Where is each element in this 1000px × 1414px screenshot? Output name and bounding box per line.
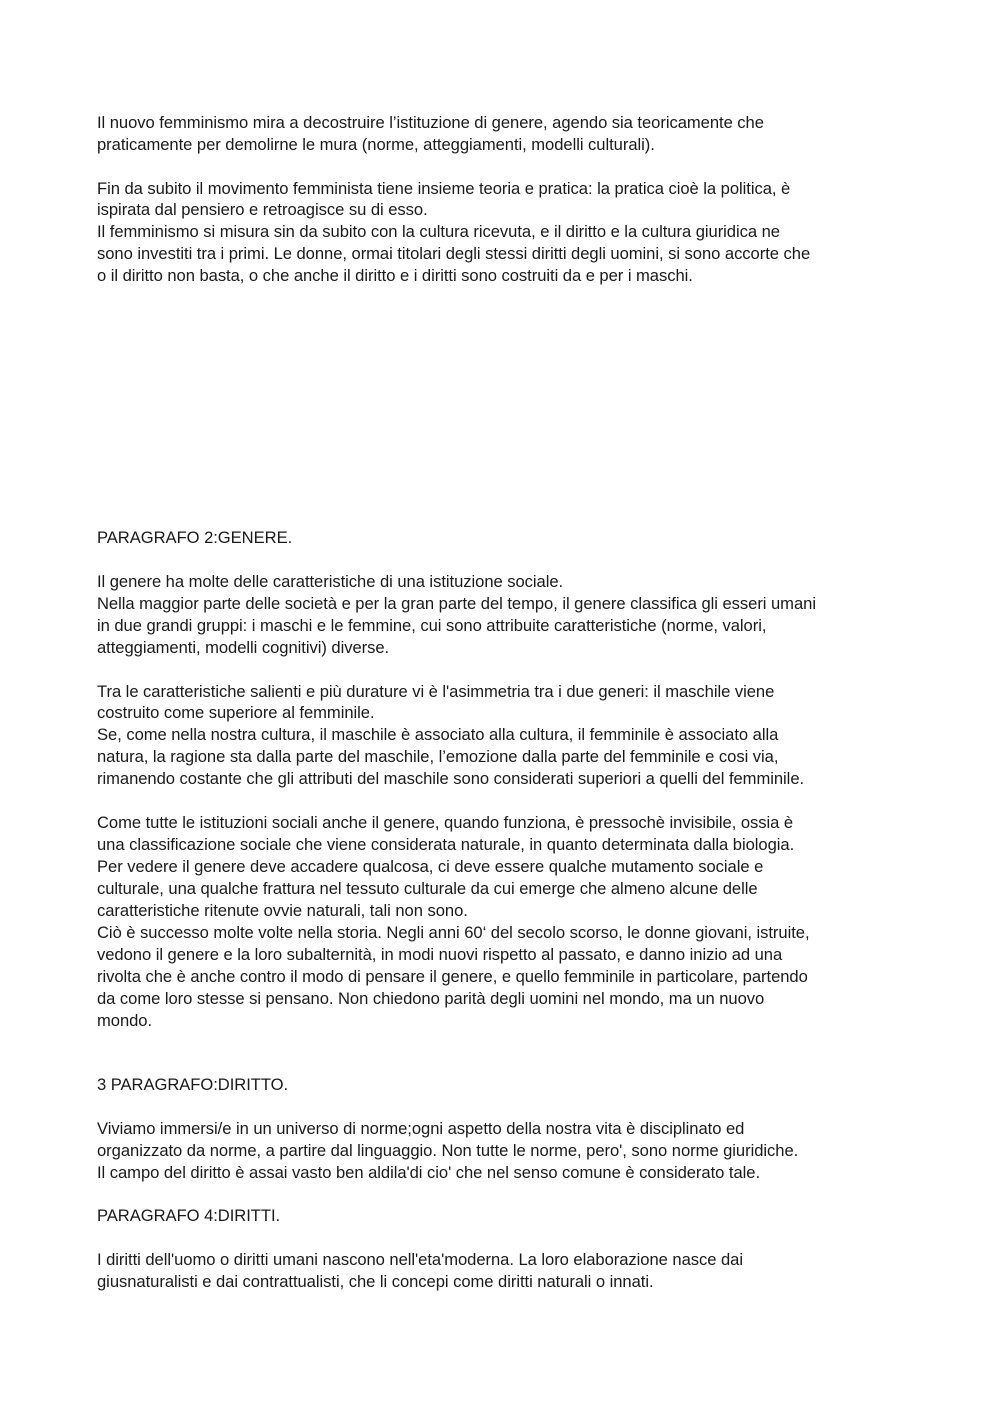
- paragraph-line: giusnaturalisti e dai contrattualisti, che li concepi come diritti naturali o innati.: [97, 1272, 654, 1291]
- paragraph-line: rimanendo costante che gli attributi del maschile sono considerati superiori a quelli del femminile.: [97, 769, 805, 788]
- paragraph-line: una classificazione sociale che viene considerata naturale, in quanto determinata dalla biologia.: [97, 835, 795, 854]
- paragraph-line: Fin da subito il movimento femminista tiene insieme teoria e pratica: la pratica cioè la politica, è: [97, 179, 791, 198]
- paragraph-line: Come tutte le istituzioni sociali anche il genere, quando funziona, è pressochè invisibile, ossia è: [97, 813, 794, 832]
- paragraph-line: da come loro stesse si pensano. Non chiedono parità degli uomini nel mondo, ma un nuovo: [97, 989, 765, 1008]
- paragraph-line: Per vedere il genere deve accadere qualcosa, ci deve essere qualche mutamento sociale e: [97, 857, 764, 876]
- paragraph-line: Nella maggior parte delle società e per la gran parte del tempo, il genere classifica gli esseri umani: [97, 594, 816, 613]
- paragraph-line: Il nuovo femminismo mira a decostruire l’istituzione di genere, agendo sia teoricamente che: [97, 113, 764, 132]
- paragraph-line: culturale, una qualche frattura nel tessuto culturale da cui emerge che almeno alcune delle: [97, 879, 758, 898]
- paragraph-line: caratteristiche ritenute ovvie naturali, tali non sono.: [97, 901, 468, 920]
- paragraph-line: Tra le caratteristiche salienti e più durature vi è l'asimmetria tra i due generi: il maschile viene: [97, 682, 775, 701]
- paragraph-line: sono investiti tra i primi. Le donne, ormai titolari degli stessi diritti degli uomini, si sono accorte che: [97, 244, 811, 263]
- paragraph-line: Il femminismo si misura sin da subito con la cultura ricevuta, e il diritto e la cultura giuridica ne: [97, 222, 780, 241]
- paragraph-line: mondo.: [97, 1011, 153, 1030]
- section-heading-genere: PARAGRAFO 2:GENERE.: [97, 528, 293, 547]
- paragraph-line: organizzato da norme, a partire dal linguaggio. Non tutte le norme, pero', sono norme giuridiche.: [97, 1141, 799, 1160]
- paragraph-line: atteggiamenti, modelli cognitivi) diverse.: [97, 638, 390, 657]
- paragraph-line: in due grandi gruppi: i maschi e le femmine, cui sono attribuite caratteristiche (norme, valori,: [97, 616, 767, 635]
- paragraph-line: rivolta che è anche contro il modo di pensare il genere, e quello femminile in particolare, partendo: [97, 967, 808, 986]
- paragraph-line: Se, come nella nostra cultura, il maschile è associato alla cultura, il femminile è associato alla: [97, 725, 779, 744]
- section-heading-diritti: PARAGRAFO 4:DIRITTI.: [97, 1206, 281, 1225]
- paragraph-line: costruito come superiore al femminile.: [97, 703, 375, 722]
- paragraph-line: I diritti dell'uomo o diritti umani nascono nell'eta'moderna. La loro elaborazione nasce dai: [97, 1250, 743, 1269]
- paragraph-line: Viviamo immersi/e in un universo di norme;ogni aspetto della nostra vita è disciplinato ed: [97, 1119, 745, 1138]
- section-heading-diritto: 3 PARAGRAFO:DIRITTO.: [97, 1075, 289, 1094]
- paragraph-line: o il diritto non basta, o che anche il diritto e i diritti sono costruiti da e per i maschi.: [97, 266, 693, 285]
- paragraph-line: praticamente per demolirne le mura (norme, atteggiamenti, modelli culturali).: [97, 135, 655, 154]
- paragraph-line: Ciò è successo molte volte nella storia. Negli anni 60‘ del secolo scorso, le donne giovani, istruite,: [97, 923, 810, 942]
- paragraph-line: vedono il genere e la loro subalternità, in modi nuovi rispetto al passato, e danno inizio ad una: [97, 945, 783, 964]
- paragraph-line: ispirata dal pensiero e retroagisce su di esso.: [97, 200, 428, 219]
- paragraph-line: Il campo del diritto è assai vasto ben aldila'di cio' che nel senso comune è considerato tale.: [97, 1163, 761, 1182]
- paragraph-line: natura, la ragione sta dalla parte del maschile, l’emozione dalla parte del femminile e cosi via,: [97, 747, 779, 766]
- paragraph-line: Il genere ha molte delle caratteristiche di una istituzione sociale.: [97, 572, 564, 591]
